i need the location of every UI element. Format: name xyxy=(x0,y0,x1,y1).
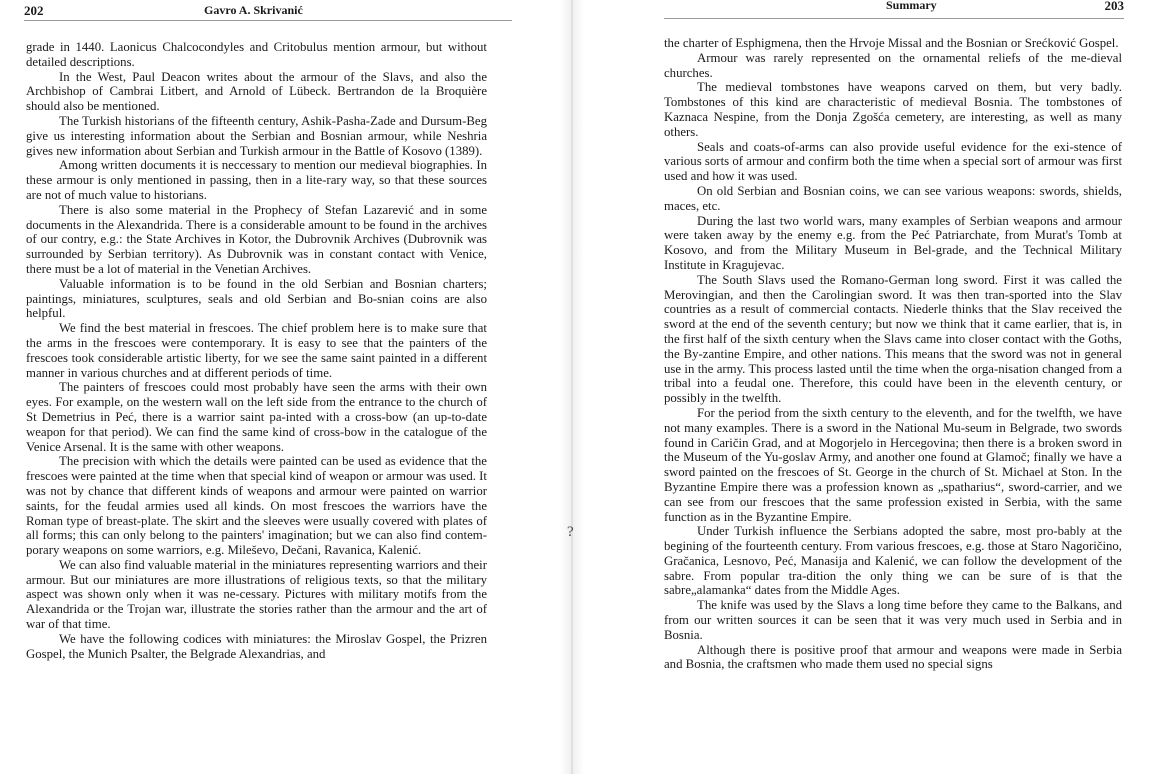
paragraph: Under Turkish influence the Serbians adopted the sabre, most pro-bably at the begining of the fourteenth century. From various frescoes, e.g. those at Staro Nagoričino, Gračanica, Lesnovo, Peć, Manasija and Kalenić, we can follow the development of the sabre. From popular tra-dition the only thing we can be sure of is that the sabre„alamanka“ dates from the Middle Ages. xyxy=(664,524,1122,598)
paragraph: The Turkish historians of the fifteenth century, Ashik-Pasha-Zade and Dursum-Beg give us interesting information about the Serbian and Bosnian armour, while Neshria gives new information about Serbian and Turkish armour in the Battle of Kosovo (1389). xyxy=(26,113,487,158)
paragraph: Seals and coats-of-arms can also provide useful evidence for the exi-stence of various sorts of armour and confirm both the time when a special sort of armour was first used and how it was used. xyxy=(664,139,1122,184)
page-number-left: 202 xyxy=(24,3,44,18)
paragraph: the charter of Esphigmena, then the Hrvoje Missal and the Bosnian or Srećković Gospel. xyxy=(664,36,1119,50)
paragraph: There is also some material in the Prophecy of Stefan Lazarević and in some documents in the Alexandrida. There is a considerable amount to be found in the archives of our contry, e.g.: the State Archives in Kotor, the Dubrovnik Archives (Dubrovnik was surrounded by Serbian territory). As Dubrovnik was in constant contact with Venice, there must be a lot of material in the Venetian Archives. xyxy=(26,202,487,276)
paragraph: During the last two world wars, many examples of Serbian weapons and armour were taken away by the enemy e.g. from the Peć Patriarchate, from Murat's Tomb at Kosovo, and from the Military Museum in Bel-grade, and the Technical Military Institute in Kragujevac. xyxy=(664,213,1122,272)
paragraph: grade in 1440. Laonicus Chalcocondyles and Critobulus mention armour, but without detailed descriptions. xyxy=(26,40,487,69)
paragraph: The knife was used by the Slavs a long time before they came to the Balkans, and from our written sources it can be seen that it was very much used in Serbia and in Bosnia. xyxy=(664,598,1122,642)
paragraph: We find the best material in frescoes. The chief problem here is to make sure that the arms in the frescoes were contemporary. It is easy to see that the painters of the frescoes took considerable artistic liberty, for we see the same saint painted in a different manner in various churches and at different periods of time. xyxy=(26,321,487,380)
gutter-mark-icon: ? xyxy=(567,524,574,540)
right-page-text xyxy=(664,36,1122,672)
book-gutter xyxy=(560,0,584,774)
paragraph: The precision with which the details were painted can be used as evidence that the frescoes were painted at the time when that special kind of weapon or armour was used. It was not by chance that different kinds of weapons and armour were painted on warrior saints, for the feudal armies used all kinds. On most frescoes the warriors have the Roman type of breast-plate. The skirt and the sleeves were usually covered with plates of all forms; this can only belong to the painters' imagination; but we can also find contem-porary weapons on some warriors, e.g. Mileševo, Dečani, Ravanica, Kalenić. xyxy=(26,454,487,558)
paragraph: We can also find valuable material in the miniatures representing warriors and their armour. But our miniatures are more illustrations of religious texts, so that the military aspect was shown only when it was ne-cessary. Pictures with military motifs from the Alexandrida or the Trojan war, illustrate the stories rather than the armour and the art of war of that time. xyxy=(26,557,487,632)
left-page-text xyxy=(26,40,487,661)
paragraph: The medieval tombstones have weapons carved on them, but very badly. Tombstones of this kind are characteristic of medieval Bosnia. The tombstones of Kaznaca Nespine, from the Donja Zgošća cemetery, are interesting, as well as many others. xyxy=(664,80,1122,139)
right-page xyxy=(584,0,1164,774)
paragraph: On old Serbian and Bosnian coins, we can see various weapons: swords, shields, maces, etc. xyxy=(664,183,1122,213)
paragraph: In the West, Paul Deacon writes about the armour of the Slavs, and also the Archbishop of Cambrai Litbert, and Arnold of Lübeck. Bertrandon de la Broquière should also be mentioned. xyxy=(26,69,487,114)
paragraph: Armour was rarely represented on the ornamental reliefs of the me-dieval churches. xyxy=(664,50,1122,80)
paragraph: For the period from the sixth century to the eleventh, and for the twelfth, we have not many examples. There is a sword in the National Mu-seum in Belgrade, two swords found in Caričin Grad, and at Mogorjelo in Hercegovina; then there is a broken sword in the Museum of the Yu-goslav Army, and another one found at Glamoč; finally we have a sword painted on the frescoes of St. George in the church of St. Michael at Ston. In the Byzantine Empire there was a profession known as „spatharius“, sword-carrier, and we can see from our frescoes that the same profession existed in Serbia, with the same function as in the Byzantine Empire. xyxy=(664,405,1122,524)
running-head-left xyxy=(24,2,512,21)
paragraph: Among written documents it is neccessary to mention our medieval biographies. In these armour is only mentioned in passing, then in a lite-rary way, so that these sources are not of much value to historians. xyxy=(26,158,487,202)
running-head-right xyxy=(664,0,1124,19)
paragraph: The painters of frescoes could most probably have seen the arms with their own eyes. For example, on the western wall on the left side from the entrance to the church of St Demetrius in Peć, there is a warrior saint pa-inted with a cross-bow (an up-to-date weapon for that period). We can find the same kind of cross-bow in the catalogue of the Venice Arsenal. It is the same with other weapons. xyxy=(26,380,487,454)
page-number-right: 203 xyxy=(1104,0,1124,13)
running-head-author: Gavro A. Skrivanić xyxy=(204,3,303,17)
paragraph: Although there is positive proof that armour and weapons were made in Serbia and Bosnia, the craftsmen who made them used no special signs xyxy=(664,642,1122,672)
left-page xyxy=(0,0,560,774)
paragraph: The South Slavs used the Romano-German long sword. First it was called the Merovingian, and then the Carolingian sword. It was then tran-sported into the Slav countries as a result of commercial contacts. Niederle thinks that the Slav received the sword at the end of the seventh century; but now we think that it came earlier, that is, in the first half of the sixth century when the Slavs came into closer contact with the Goths, the By-zantine Empire, and other nations. This means that the sword was not in general use in the army. This process lasted until the time when the orga-nisation changed from a tribal into a feudal one. Therefore, this could have been in the eleventh century, or possibly in the twelfth. xyxy=(664,272,1122,406)
running-head-title: Summary xyxy=(886,0,937,12)
paragraph: We have the following codices with miniatures: the Miroslav Gospel, the Prizren Gospel, the Munich Psalter, the Belgrade Alexandrias, and xyxy=(26,631,487,661)
paragraph: Valuable information is to be found in the old Serbian and Bosnian charters; paintings, miniatures, sculptures, seals and old Serbian and Bo-snian coins are also helpful. xyxy=(26,276,487,321)
